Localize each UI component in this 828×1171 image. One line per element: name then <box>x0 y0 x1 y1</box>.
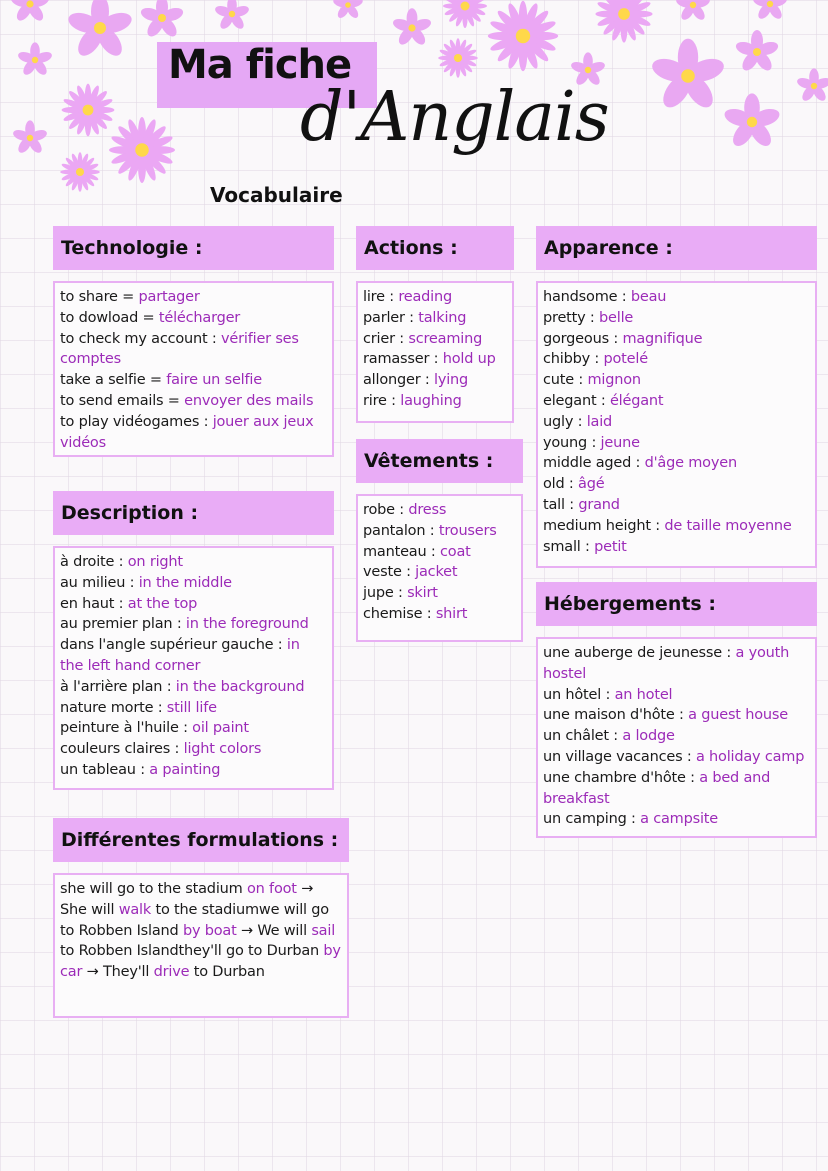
vocab-row <box>60 698 327 719</box>
vocab-row <box>543 705 810 726</box>
english-term: élégant <box>609 392 664 409</box>
french-term: pantalon : <box>363 522 439 539</box>
french-term: allonger : <box>363 372 434 389</box>
english-term: jouer aux jeux vidéos <box>60 413 314 451</box>
french-term: à droite : <box>60 554 128 570</box>
english-term: sail <box>311 922 336 939</box>
french-term: crier : <box>363 330 409 347</box>
vocab-row <box>363 562 516 583</box>
english-term: dress <box>408 502 447 518</box>
english-term: beau <box>630 289 667 305</box>
english-term: jeune <box>600 434 640 451</box>
vocab-row <box>60 573 327 594</box>
section-box-apparence <box>536 281 817 568</box>
vocab-row <box>60 308 327 329</box>
french-term: jupe : <box>363 585 408 602</box>
vocab-row <box>543 516 810 537</box>
french-term: à l'arrière plan : <box>60 678 176 695</box>
page-title: Ma fiche <box>168 42 352 88</box>
english-term: a bed and breakfast <box>543 769 771 807</box>
french-term: ramasser : <box>363 351 443 368</box>
english-term: by car <box>60 943 341 981</box>
english-term: by boat <box>182 922 237 939</box>
after-text: to the stadium <box>151 901 259 918</box>
french-term: un hôtel : <box>543 686 615 703</box>
vocab-row <box>543 453 810 474</box>
french-term: un châlet : <box>543 728 623 745</box>
french-term: couleurs claires : <box>60 741 184 758</box>
english-term: an hotel <box>614 686 673 703</box>
formulations-text <box>60 879 342 983</box>
english-term: lying <box>434 372 469 389</box>
english-term: in the foreground <box>185 616 309 633</box>
english-term: a holiday camp <box>695 748 805 765</box>
english-term: envoyer des mails <box>184 392 314 409</box>
vocab-row <box>543 308 810 329</box>
french-term: elegant : <box>543 392 610 409</box>
french-term: young : <box>543 434 601 451</box>
english-term: partager <box>138 289 200 305</box>
french-term: un village vacances : <box>543 748 696 765</box>
english-term: still life <box>166 699 217 716</box>
after-text: to Robben Island <box>60 943 179 960</box>
vocab-row <box>154 964 265 980</box>
english-term: a painting <box>149 761 221 778</box>
french-term: to dowload = <box>60 309 159 326</box>
french-term: to play vidéogames : <box>60 413 213 430</box>
vocab-row <box>543 768 810 810</box>
english-term: on foot <box>246 881 297 897</box>
english-term: mignon <box>587 372 641 389</box>
french-term: peinture à l'huile : <box>60 720 193 737</box>
vocab-row <box>543 726 810 747</box>
after-text: → They'll <box>82 964 154 981</box>
english-term: a campsite <box>640 811 718 828</box>
french-term: nature morte : <box>60 699 167 716</box>
vocab-row <box>60 718 327 739</box>
english-term: jacket <box>415 564 458 581</box>
vocab-row <box>60 739 327 760</box>
english-term: a lodge <box>622 728 675 745</box>
section-header-vetements: Vêtements : <box>356 439 523 483</box>
english-term: grand <box>578 496 620 513</box>
english-term: coat <box>440 543 471 560</box>
vocab-row <box>543 747 810 768</box>
vocab-row <box>543 412 810 433</box>
section-header-actions: Actions : <box>356 226 514 270</box>
english-term: vérifier ses comptes <box>60 330 299 368</box>
french-term: gorgeous : <box>543 330 623 347</box>
section-header-formulations: Différentes formulations : <box>53 818 349 862</box>
vocab-row <box>60 594 327 615</box>
vocab-row <box>363 349 507 370</box>
french-term: une maison d'hôte : <box>543 707 689 724</box>
vocab-row <box>60 412 327 454</box>
english-term: laughing <box>400 392 462 409</box>
vocab-row <box>543 474 810 495</box>
section-box-vetements <box>356 494 523 642</box>
english-term: screaming <box>408 330 483 347</box>
french-term: she will go to the stadium <box>60 881 247 897</box>
vocab-row <box>543 391 810 412</box>
french-term: une auberge de jeunesse : <box>543 645 736 661</box>
section-box-actions <box>356 281 514 423</box>
vocab-row <box>363 583 516 604</box>
french-term: medium height : <box>543 517 665 534</box>
vocab-row <box>543 537 810 558</box>
vocab-row <box>363 604 516 625</box>
vocab-row <box>543 287 810 308</box>
english-term: faire un selfie <box>166 372 262 389</box>
english-term: skirt <box>407 585 438 602</box>
french-term: take a selfie = <box>60 372 167 389</box>
section-header-hebergements: Hébergements : <box>536 582 817 626</box>
french-term: veste : <box>363 564 416 581</box>
after-text: → She will <box>60 881 314 918</box>
vocab-row <box>543 329 810 350</box>
vocab-row <box>363 329 507 350</box>
vocab-row <box>363 308 507 329</box>
french-term: they'll go to Durban <box>178 943 324 960</box>
english-term: hold up <box>442 351 496 368</box>
french-term: au milieu : <box>60 574 139 591</box>
english-term: télécharger <box>158 309 241 326</box>
vocab-row <box>60 329 327 371</box>
english-term: on right <box>127 554 183 570</box>
french-term: we will go to Robben Island <box>60 901 329 939</box>
english-term: trousers <box>438 522 497 539</box>
after-text: to Durban <box>189 964 265 981</box>
english-term: shirt <box>435 605 468 622</box>
english-term: in the middle <box>138 574 232 591</box>
vocab-row <box>543 643 810 685</box>
subtitle: Vocabulaire <box>210 183 343 207</box>
section-header-apparence: Apparence : <box>536 226 817 270</box>
english-term: de taille moyenne <box>664 517 792 534</box>
french-term: parler : <box>363 309 419 326</box>
vocab-row <box>543 370 810 391</box>
french-term: manteau : <box>363 543 440 560</box>
french-term: chibby : <box>543 351 604 368</box>
english-term: belle <box>599 309 634 326</box>
english-term: âgé <box>578 476 605 493</box>
english-term: drive <box>153 964 190 981</box>
english-term: d'âge moyen <box>644 455 737 472</box>
french-term: une chambre d'hôte : <box>543 769 700 786</box>
english-term: a youth hostel <box>543 645 790 682</box>
french-term: au premier plan : <box>60 616 186 633</box>
section-header-technologie: Technologie : <box>53 226 334 270</box>
english-term: talking <box>418 309 467 326</box>
vocab-row <box>363 521 516 542</box>
french-term: rire : <box>363 392 401 409</box>
french-term: chemise : <box>363 605 436 622</box>
vocab-row <box>363 370 507 391</box>
french-term: pretty : <box>543 309 600 326</box>
vocab-row <box>363 391 507 412</box>
vocab-row <box>60 370 327 391</box>
english-term: potelé <box>603 351 648 368</box>
section-box-formulations <box>53 873 349 1018</box>
vocab-row <box>543 349 810 370</box>
vocab-row <box>60 635 327 677</box>
french-term: tall : <box>543 496 579 513</box>
vocab-row <box>543 685 810 706</box>
french-term: handsome : <box>543 289 631 305</box>
vocab-row <box>543 809 810 830</box>
french-term: small : <box>543 538 595 555</box>
section-box-technologie <box>53 281 334 457</box>
french-term: en haut : <box>60 595 128 612</box>
vocab-row <box>363 287 507 308</box>
vocab-row <box>119 902 259 918</box>
vocab-row <box>60 391 327 412</box>
section-header-description: Description : <box>53 491 334 535</box>
vocab-row <box>60 552 327 573</box>
english-term: at the top <box>127 595 198 612</box>
english-term: walk <box>118 901 152 918</box>
english-term: petit <box>594 538 627 555</box>
french-term: middle aged : <box>543 455 645 472</box>
vocab-row <box>60 287 327 308</box>
english-term: a guest house <box>688 707 788 724</box>
french-term: ugly : <box>543 413 587 430</box>
english-term: oil paint <box>192 720 249 737</box>
english-term: reading <box>398 289 453 305</box>
english-term: in the left hand corner <box>60 637 300 674</box>
vocab-row <box>60 677 327 698</box>
vocab-row <box>543 433 810 454</box>
french-term: robe : <box>363 502 409 518</box>
section-box-description <box>53 546 334 790</box>
after-text: → We will <box>236 922 312 939</box>
french-term: cute : <box>543 372 588 389</box>
french-term: to send emails = <box>60 392 185 409</box>
vocab-row <box>543 495 810 516</box>
section-box-hebergements <box>536 637 817 838</box>
vocab-row <box>60 760 327 781</box>
vocab-row <box>60 614 327 635</box>
english-term: magnifique <box>622 330 703 347</box>
english-term: in the background <box>175 678 305 695</box>
french-term: un tableau : <box>60 761 150 778</box>
vocab-row <box>363 500 516 521</box>
english-term: light colors <box>183 741 262 758</box>
french-term: to check my account : <box>60 330 222 347</box>
french-term: to share = <box>60 289 139 305</box>
french-term: dans l'angle supérieur gauche : <box>60 637 287 654</box>
french-term: old : <box>543 476 579 493</box>
vocab-row <box>363 542 516 563</box>
french-term: un camping : <box>543 811 641 828</box>
page-title-script: d'Anglais <box>300 78 609 157</box>
english-term: laid <box>586 413 613 430</box>
french-term: lire : <box>363 289 399 305</box>
